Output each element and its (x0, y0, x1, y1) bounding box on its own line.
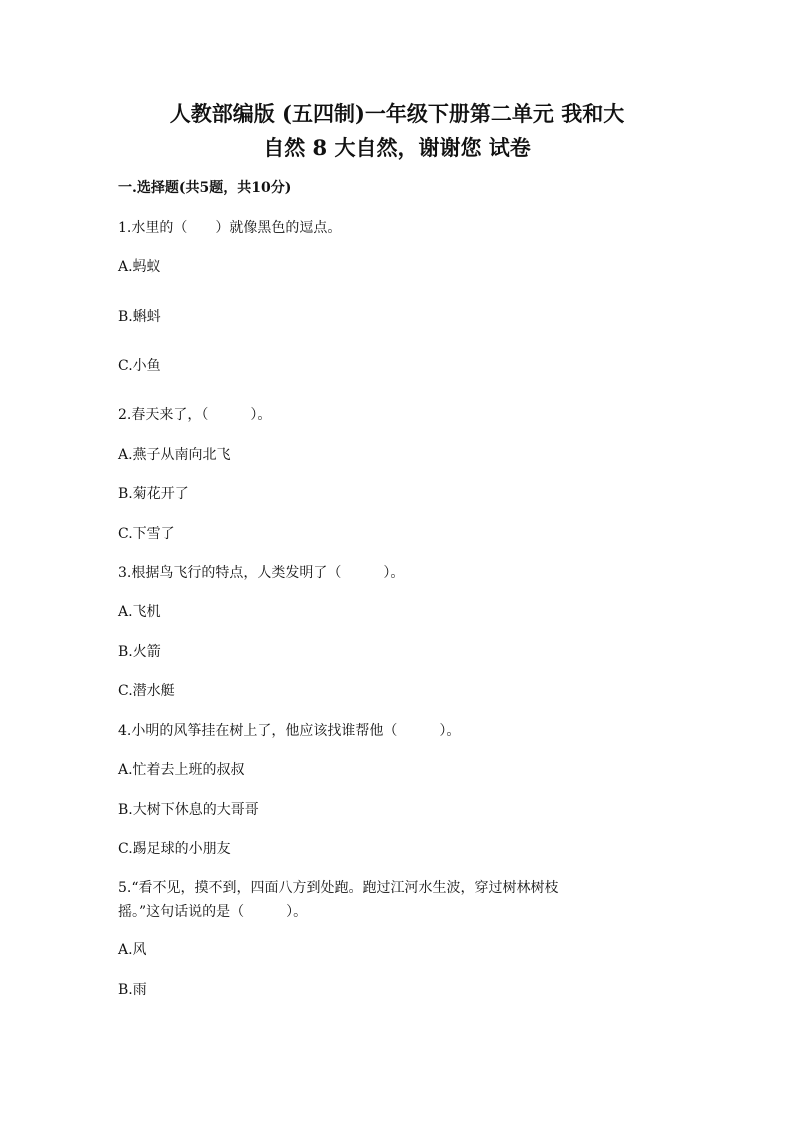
question-3-option-b: B.火箭 (118, 644, 161, 660)
question-5-stem-line-1: 5.“看不见，摸不到，四面八方到处跑。跑过江河水生波，穿过树林树枝 (118, 880, 559, 896)
question-3-option-a: A.飞机 (118, 604, 161, 620)
question-4-option-c: C.踢足球的小朋友 (118, 841, 231, 857)
question-5-stem-line-2: 摇。”这句话说的是（ ）。 (118, 904, 308, 920)
document-title-line-1: 人教部编版 (五四制)一年级下册第二单元 我和大 (169, 101, 625, 126)
question-3-stem: 3.根据鸟飞行的特点，人类发明了（ ）。 (118, 565, 405, 581)
question-4-stem: 4.小明的风筝挂在树上了，他应该找谁帮他（ ）。 (118, 723, 461, 739)
question-5-option-b: B.雨 (118, 982, 147, 998)
question-1-option-c: C.小鱼 (118, 358, 161, 374)
question-2-option-a: A.燕子从南向北飞 (118, 447, 231, 463)
section-heading: 一.选择题(共5题，共10分) (118, 180, 292, 196)
question-1-option-b: B.蝌蚪 (118, 309, 161, 325)
document-title-line-2: 自然 8 大自然，谢谢您 试卷 (263, 135, 531, 160)
question-3-option-c: C.潜水艇 (118, 683, 175, 699)
question-2-stem: 2.春天来了，（ ）。 (118, 407, 272, 423)
question-1-option-a: A.蚂蚁 (118, 259, 161, 275)
question-4-option-b: B.大树下休息的大哥哥 (118, 802, 259, 818)
question-2-option-c: C.下雪了 (118, 526, 175, 542)
question-1-stem: 1.水里的（ ）就像黑色的逗点。 (118, 220, 342, 236)
question-5-option-a: A.风 (118, 942, 147, 958)
question-2-option-b: B.菊花开了 (118, 486, 189, 502)
question-4-option-a: A.忙着去上班的叔叔 (118, 762, 245, 778)
